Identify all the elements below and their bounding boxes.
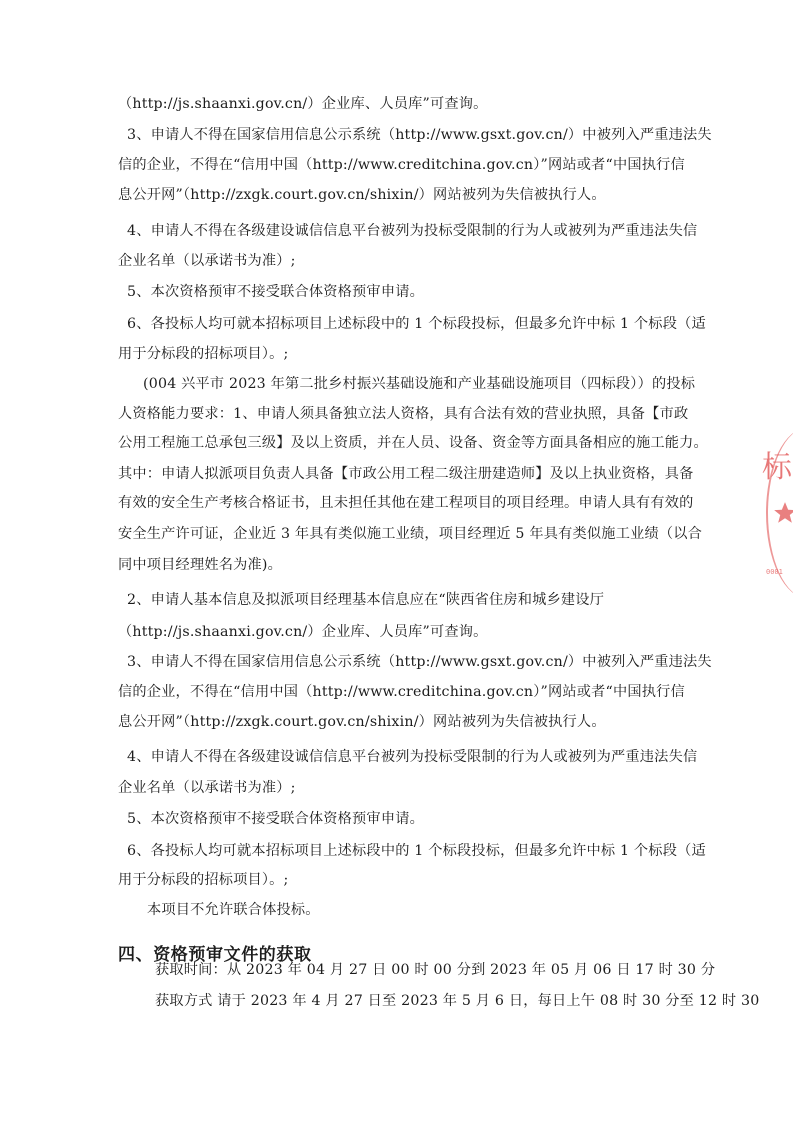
text-line: 获取时间：从 2023 年 04 月 27 日 00 时 00 分到 2023 年 05 月 06 日 17 时 30 分 — [155, 962, 716, 978]
text-line: 企业名单（以承诺书为准）; — [118, 780, 296, 796]
text-line: 人资格能力要求：1、申请人须具备独立法人资格，具有合法有效的营业执照，具备【市政 — [118, 406, 689, 422]
text-line: 本项目不允许联合体投标。 — [147, 902, 320, 918]
seal-star-icon — [772, 500, 793, 526]
text-line: (004 兴平市 2023 年第二批乡村振兴基础设施和产业基础设施项目（四标段））的投标 — [143, 376, 696, 392]
text-line: 4、申请人不得在各级建设诚信信息平台被列为投标受限制的行为人或被列为严重违法失信 — [127, 749, 698, 765]
text-line: 6、各投标人均可就本招标项目上述标段中的 1 个标段投标，但最多允许中标 1 个标段（适 — [127, 316, 706, 332]
text-line: 息公开网”（http://zxgk.court.gov.cn/shixin/）网站被列为失信被执行人。 — [118, 187, 606, 203]
seal-character: 标 — [762, 450, 792, 485]
text-line: 4、申请人不得在各级建设诚信信息平台被列为投标受限制的行为人或被列为严重违法失信 — [127, 223, 698, 239]
seal-number: 0001 — [766, 568, 783, 576]
seal-stamp — [752, 428, 793, 598]
section-heading: 四、资格预审文件的获取 — [118, 945, 312, 965]
text-line: 安全生产许可证，企业近 3 年具有类似施工业绩，项目经理近 5 年具有类似施工业绩（以合 — [118, 526, 703, 542]
text-line: 获取方式 请于 2023 年 4 月 27 日至 2023 年 5 月 6 日，每日上午 08 时 30 分至 12 时 30 — [155, 993, 760, 1009]
text-line: 其中：申请人拟派项目负责人具备【市政公用工程二级注册建造师】及以上执业资格，具备 — [118, 466, 694, 482]
text-line: 用于分标段的招标项目）。; — [118, 346, 289, 362]
text-line: 信的企业，不得在“信用中国（http://www.creditchina.gov.cn）”网站或者“中国执行信 — [118, 157, 685, 173]
text-line: 5、本次资格预审不接受联合体资格预审申请。 — [127, 284, 424, 300]
text-line: 用于分标段的招标项目）。; — [118, 872, 289, 888]
text-line: 2、申请人基本信息及拟派项目经理基本信息应在“陕西省住房和城乡建设厅 — [127, 592, 605, 608]
text-line: （http://js.shaanxi.gov.cn/）企业库、人员库”可查询。 — [118, 96, 488, 112]
text-line: （http://js.shaanxi.gov.cn/）企业库、人员库”可查询。 — [118, 624, 488, 640]
text-line: 企业名单（以承诺书为准）; — [118, 253, 296, 269]
text-line: 6、各投标人均可就本招标项目上述标段中的 1 个标段投标，但最多允许中标 1 个标段（适 — [127, 843, 706, 859]
text-line: 5、本次资格预审不接受联合体资格预审申请。 — [127, 811, 424, 827]
text-line: 信的企业，不得在“信用中国（http://www.creditchina.gov.cn）”网站或者“中国执行信 — [118, 684, 685, 700]
text-line: 有效的安全生产考核合格证书，且未担任其他在建工程项目的项目经理。申请人具有有效的 — [118, 495, 694, 511]
text-line: 3、申请人不得在国家信用信息公示系统（http://www.gsxt.gov.cn/）中被列入严重违法失 — [127, 127, 712, 143]
text-line: 3、申请人不得在国家信用信息公示系统（http://www.gsxt.gov.cn/）中被列入严重违法失 — [127, 654, 712, 670]
text-line: 同中项目经理姓名为准)。 — [118, 557, 282, 573]
text-line: 公用工程施工总承包三级】及以上资质，并在人员、设备、资金等方面具备相应的施工能力。 — [118, 435, 708, 451]
text-line: 息公开网”（http://zxgk.court.gov.cn/shixin/）网站被列为失信被执行人。 — [118, 714, 606, 730]
